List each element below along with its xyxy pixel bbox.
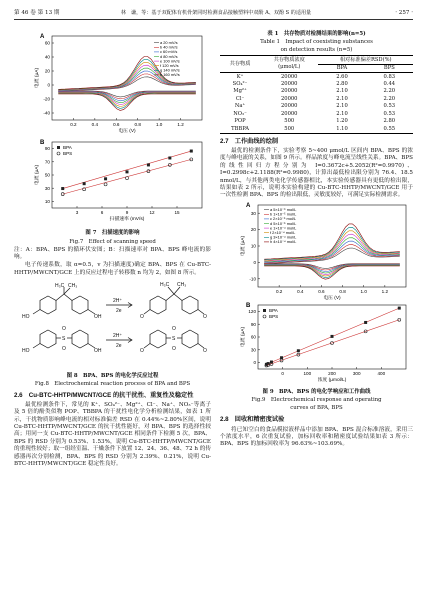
x-tick-label: 200	[328, 370, 336, 376]
legend-entry: a 5×10⁻⁶ mol/L	[270, 206, 297, 212]
product2-oxygen-right: O	[203, 348, 207, 355]
y-tick-label: 30	[250, 210, 256, 216]
panel-label: A	[246, 202, 251, 209]
fig7-panel-b	[33, 140, 202, 222]
data-point-bpa	[104, 177, 107, 180]
table-cell: 2.10	[336, 103, 348, 110]
panel-label: B	[40, 140, 45, 146]
legend-swatch	[263, 315, 266, 318]
data-point-bpa	[83, 182, 86, 185]
legend-entry: h 4×10⁻⁴ mol/L	[270, 238, 297, 244]
x-tick-label: 15	[174, 210, 180, 215]
fig7-note: 注：A：BPA、BPS 的循环伏安图；B：扫描速率对 BPA、BPS 峰电流的影响。	[14, 246, 211, 260]
figure-7	[14, 30, 211, 226]
table-row	[220, 103, 413, 110]
section-2-6-heading: 2.6 Cu-BTC-HHTP/MWCNT/GCE 的抗干扰性、重复性及稳定性	[14, 391, 194, 399]
bpa-hydroxyl-left: HO	[22, 314, 30, 321]
legend-entry: g 140 mV/s	[160, 67, 180, 73]
x-tick-label: 6	[100, 210, 104, 215]
y-axis-label: 电流 (μA)	[241, 326, 246, 347]
table-cell: Na⁺	[234, 103, 246, 110]
data-point-bpa	[147, 163, 150, 166]
arrow-electron-bottom: 2e	[116, 343, 122, 350]
table-cell: 20000	[280, 73, 298, 80]
legend-entry: d 80 mV/s	[160, 53, 178, 59]
fig7-caption-en: Fig.7 Effect of scanning speed	[69, 238, 156, 245]
table1-caption-en-1: Table 1 Impact of coexisting substances	[260, 39, 373, 46]
fit-line	[63, 151, 192, 189]
y-tick-label: 10	[44, 199, 50, 204]
x-tick-label: 1.2	[177, 122, 184, 127]
x-tick-label: 0.4	[297, 288, 304, 294]
header-title: 林 谦，等：基于双配体有机骨架同时检测食品接触塑料中双酚 A、双酚 S 的适用量	[120, 10, 312, 16]
header-page-number: · 257 ·	[395, 10, 413, 16]
table-cell: TBBPA	[231, 125, 249, 132]
legend-swatch	[57, 152, 60, 155]
table-cell: 0.83	[383, 73, 396, 80]
table-row	[220, 73, 413, 81]
table1-caption-cn: 表 1 共存物质对检测结果的影响(n=5)	[267, 31, 366, 37]
x-tick-label: 1.0	[155, 122, 163, 127]
bps-oxygen-bottom: O	[62, 346, 66, 353]
fig9-caption-en-2: curves of BPA, BPS	[290, 405, 343, 412]
table-cell: 1.10	[336, 125, 348, 132]
product2-oxygen-left: O	[140, 348, 144, 355]
table-cell: 20000	[280, 81, 298, 88]
cv-curve-reverse	[264, 265, 400, 276]
table1-body	[220, 73, 413, 134]
product-methyl-right: CH₃	[177, 282, 187, 289]
y-axis-label: 电流 (μA)	[35, 164, 40, 186]
table-cell: 0.53	[383, 103, 396, 110]
x-tick-label: 1.2	[381, 288, 389, 294]
x-tick-label: 0.2	[70, 122, 77, 127]
figure-8-reaction-scheme	[14, 278, 211, 368]
fig8-caption-cn: 图 8 BPA、BPS 的电化学反应过程	[66, 372, 159, 379]
table-row	[220, 125, 413, 133]
col-header-concentration: 共存物质浓度 (μmol/L)	[260, 56, 318, 73]
table-row	[220, 88, 413, 95]
legend-entry: g 3×10⁻⁴ mol/L	[270, 234, 297, 240]
product-sulfur-oxygen-bottom: O	[172, 346, 176, 353]
table-cell: POP	[234, 118, 246, 125]
legend-entry: d 5×10⁻⁵ mol/L	[270, 220, 297, 226]
legend-swatch	[57, 146, 60, 149]
y-tick-label: 0	[253, 359, 256, 365]
x-tick-label: 300	[352, 370, 361, 376]
table-row	[220, 81, 413, 88]
col-header-bps: BPS	[366, 64, 413, 72]
paragraph-interference: 最优检测条件下，常见的 K⁺、SO₄²⁻、Mg²⁺、Cl⁻、Na⁺、NO₃⁻等离子及 5 倍的酚类似物 POP、TBBPA 的干扰性电化学分析检测结果，如表 1 所示，干扰物质影响峰电流的相对标准偏差 RSD 在 0.44%~2.80%区间，说明 Cu-BTC-HHTP/MWCNT/GCE 的抗干扰性能好，对 BPA、BPS 的选择性较高；用同一支 Cu-BTC-HHTP/MWCNT/GCE 相同条件下检测 5 次，BPA、BPS 的 RSD 分别为 0.53%、1.53%，说明 Cu-BTC-HHTP/MWCNT/GCE 的重现性较好；取一组经室温、干燥条件下放置 12、24、36、48、72 h 的传感器再次分别检测，BPA、BPS 的 RSD 分别为 2.39%、0.21%，说明 Cu-BTC-HHTP/MWCNT/GCE 稳定性良好。	[14, 401, 211, 467]
data-point-bpa	[364, 321, 367, 324]
table-cell: 500	[284, 118, 295, 125]
bpa-hydroxyl-right: OH	[94, 314, 102, 321]
col-header-bpa: BPA	[318, 64, 365, 72]
data-point-bpa	[331, 335, 334, 338]
y-axis-label: 电流 (μA)	[241, 235, 246, 256]
table-cell: 20000	[280, 95, 298, 102]
paragraph-working-curve: 最优的检测条件下，实验考察 5~400 μmol/L 区间内 BPA、BPS 的浓度与峰电流的关系，如图 9 所示。样品浓度与峰电流呈线性关系。BPA、BPS 的线性回归方程分别为 I=0.3672c+5.2052(R²=0.9970)、I=0.2998c+2.1188(R²=0.9980)，计算出最低检出限分别为 76.4、18.5 nmol/L，与其他两类电化学传感器相比，本实验传感器具有更低的检出限，结果如表 2 所示，说明本实验构建的 Cu-BTC-HHTP/MWCNT/GCE 用于一次性检测 BPA、BPS 的检出限低，灵敏度较好，可满足实际检测需求。	[220, 148, 413, 199]
plot-frame	[52, 142, 202, 208]
arrow-proton-bottom: 2H⁺	[113, 333, 123, 340]
fig9-caption-en-1: Fig.9 Electrochemical response and operating	[251, 397, 382, 404]
x-axis-label: 浓度 (μmol/L)	[317, 377, 347, 383]
table-cell: Cl⁻	[235, 95, 245, 102]
fig7-panel-a	[33, 34, 202, 134]
table-cell: 0.55	[383, 125, 396, 132]
legend-entry: f 2×10⁻⁴ mol/L	[270, 229, 296, 235]
data-point-bpa	[190, 150, 193, 153]
col-header-substance: 共存物质	[220, 56, 260, 73]
table-cell: 2.80	[336, 81, 348, 88]
x-axis-label: 扫描速率 (mV/s)	[109, 217, 145, 222]
table-1-coexisting-substances	[220, 55, 413, 134]
y-tick-label: -20	[43, 96, 50, 102]
table-cell: 500	[284, 125, 295, 132]
y-tick-label: 120	[248, 308, 256, 314]
y-tick-label: 10	[250, 243, 256, 249]
cv-curve-reverse	[58, 93, 196, 106]
x-tick-label: 100	[303, 370, 312, 376]
table-cell: 2.10	[336, 110, 348, 117]
y-axis-label: 电流 (μA)	[35, 67, 40, 89]
legend-swatch	[263, 309, 266, 312]
y-tick-label: 20	[44, 68, 50, 74]
product-oxygen-left: O	[140, 314, 144, 321]
x-tick-label: 0	[281, 370, 284, 376]
legend-entry: BPA	[63, 145, 72, 150]
table-cell: 20000	[280, 110, 298, 117]
x-tick-label: 9	[125, 210, 129, 215]
bps-hydroxyl-right: OH	[94, 348, 102, 355]
data-point-bpa	[168, 156, 171, 159]
paragraph-recovery: 将已知空白的食品模拟液样品中添加 BPA、BPS 混合标准溶液，采用三个浓度水平，6 次重复试验，加标回收率和精密度试验结果如表 3 所示：BPA、BPS 的加标回收率为 96.63%~103.69%。	[220, 426, 413, 448]
panel-label: A	[40, 34, 45, 40]
arrow-proton-top: 2H⁺	[113, 298, 123, 305]
legend-entry: BPS	[269, 313, 279, 319]
table-cell: 0.53	[383, 110, 396, 117]
fit-line	[266, 319, 399, 365]
section-2-7-heading: 2.7 工作曲线的绘制	[220, 137, 279, 145]
fig8-caption-en: Fig.8 Electrochemical reaction process of BPA and BPS	[34, 380, 191, 387]
figure-9	[220, 201, 413, 385]
x-tick-label: 12	[149, 210, 155, 215]
data-point-bps	[104, 183, 107, 186]
x-tick-label: 0.6	[113, 122, 120, 127]
x-tick-label: 3	[75, 210, 79, 215]
table-cell: 1.20	[336, 118, 348, 125]
table-row	[220, 96, 413, 103]
y-tick-label: 20	[250, 226, 256, 232]
product-methyl-left: H₃C	[160, 282, 170, 289]
table-cell: 2.20	[383, 88, 396, 95]
data-point-bpa	[126, 170, 129, 173]
data-point-bpa	[398, 306, 401, 309]
col-header-rsd: 相对标准偏差RSD(%)	[318, 56, 413, 64]
legend-entry: c 2×10⁻⁵ mol/L	[270, 215, 297, 221]
data-point-bpa	[61, 187, 64, 190]
y-tick-label: 40	[44, 54, 50, 60]
y-tick-label: 30	[44, 185, 50, 191]
data-point-bpa	[297, 349, 300, 352]
fig9-caption-cn: 图 9 BPA、BPS 的电化学响应和工作曲线	[262, 389, 371, 396]
legend-entry: e 1×10⁻⁴ mol/L	[270, 225, 297, 231]
x-tick-label: 0.6	[318, 288, 325, 294]
y-tick-label: 70	[44, 159, 50, 165]
table-row	[220, 111, 413, 118]
fig9-panel-b	[239, 303, 406, 383]
y-tick-label: 30	[250, 347, 256, 353]
y-tick-label: 90	[250, 321, 256, 327]
y-tick-label: -40	[43, 110, 50, 116]
legend-entry: e 100 mV/s	[160, 58, 180, 64]
x-tick-label: 0.2	[275, 288, 283, 294]
legend-entry: c 60 mV/s	[160, 49, 178, 55]
left-column	[14, 30, 211, 469]
table-cell: 2.60	[336, 73, 348, 80]
y-tick-label: 60	[44, 40, 50, 46]
bps-sulfur: S	[62, 336, 66, 343]
legend-entry: b 1×10⁻⁵ mol/L	[270, 211, 297, 217]
y-tick-label: 90	[44, 146, 50, 152]
product-sulfur-oxygen-top: O	[172, 326, 176, 333]
right-column	[220, 30, 413, 450]
arrow-electron-top: 2e	[116, 308, 122, 315]
bpa-methyl-right: CH₃	[68, 283, 78, 290]
table-cell: 20000	[280, 88, 298, 95]
table-cell: 2.20	[383, 95, 396, 102]
table-row	[220, 118, 413, 125]
product-oxygen-right: O	[203, 314, 207, 321]
y-tick-label: 0	[253, 259, 256, 265]
table1-caption-en-2: on detection results (n=5)	[280, 47, 353, 54]
section-2-8-heading: 2.8 回收和精密度试验	[220, 416, 285, 424]
table-cell: 2.10	[336, 88, 348, 95]
bps-oxygen-top: O	[62, 326, 66, 333]
x-tick-label: 0.4	[91, 122, 99, 127]
legend-entry: h 160 mV/s	[160, 72, 180, 78]
x-tick-label: 0.8	[134, 122, 141, 127]
table-cell: NO₃⁻	[233, 110, 247, 117]
running-header	[14, 8, 413, 20]
table-cell: 0.44	[383, 81, 396, 88]
fig9-panel-a	[239, 203, 406, 301]
fig7-caption-cn: 图 7 扫描速度的影响	[85, 230, 140, 237]
legend-entry: f 120 mV/s	[160, 63, 179, 68]
x-tick-label: 0.8	[339, 288, 346, 294]
plot-frame	[52, 36, 202, 120]
x-tick-label: 1.0	[360, 288, 367, 294]
table-cell: SO₄²⁻	[232, 81, 248, 88]
bpa-methyl-left: H₃C	[55, 283, 65, 290]
x-axis-label: 电压 (V)	[118, 129, 136, 134]
product-sulfur: S	[172, 336, 176, 343]
x-axis-label: 电压 (V)	[323, 295, 341, 301]
table-cell: K⁺	[236, 73, 244, 80]
table-cell: 20000	[280, 103, 298, 110]
panel-label: B	[246, 302, 251, 309]
y-tick-label: -10	[249, 276, 256, 282]
legend-entry: BPS	[63, 151, 73, 156]
y-tick-label: 60	[250, 334, 256, 340]
legend-entry: b 40 mV/s	[160, 44, 178, 50]
data-point-bps	[126, 177, 129, 180]
table-cell: 2.10	[336, 95, 348, 102]
paragraph-transfer: 电子传递系数，取 α=0.5，v 为扫描速度)确定 BPA、BPS 在 Cu-BTC-HHTP/MWCNT/GCE 上的反应过程电子转移数 n 均为 2，如图 8 所示。	[14, 262, 211, 276]
y-tick-label: 50	[44, 172, 50, 178]
x-tick-label: 400	[377, 370, 386, 376]
table-cell: 2.80	[383, 118, 396, 125]
legend-entry: a 20 mV/s	[160, 40, 178, 45]
legend-entry: BPA	[269, 307, 278, 313]
y-tick-label: 0	[47, 82, 50, 88]
header-volume: 第 46 卷 第 13 期	[14, 10, 60, 16]
bps-hydroxyl-left: HO	[22, 348, 30, 355]
table-cell: Mg²⁺	[233, 88, 247, 95]
